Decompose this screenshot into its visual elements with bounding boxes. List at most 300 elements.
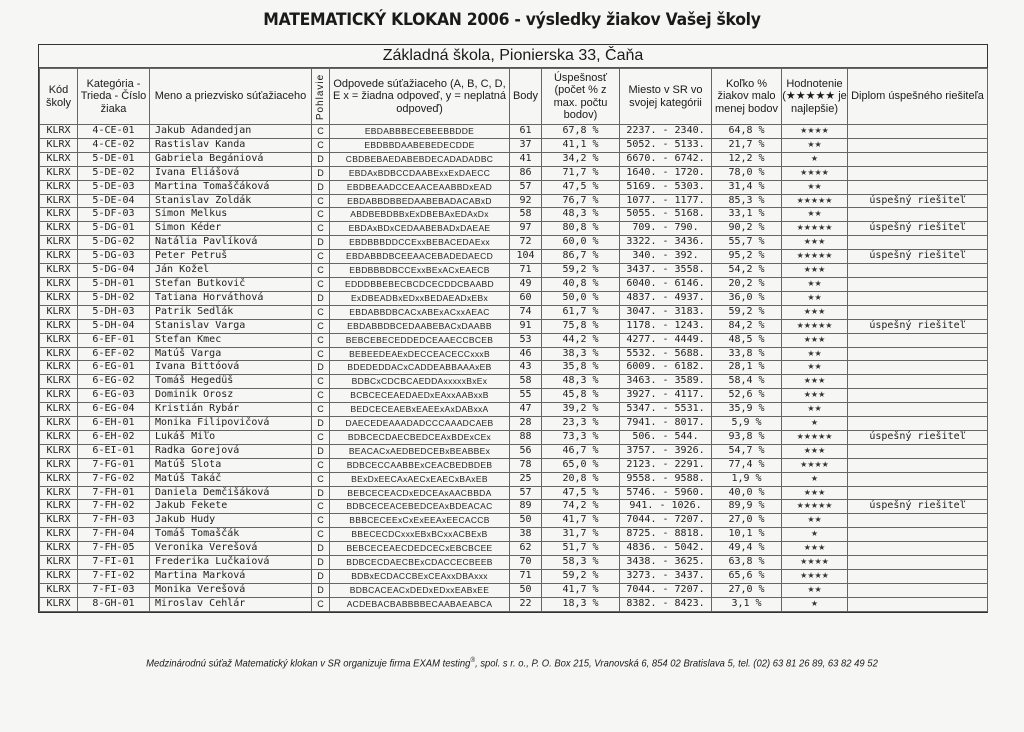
diploma-cell: úspešný riešiteľ <box>848 222 988 236</box>
kangaroo-icon: ★★★★★ <box>796 501 833 511</box>
school-code-cell: KLRX <box>40 500 78 514</box>
answers-cell: BBBCECEExCxExEEAxEECACCB <box>330 514 510 528</box>
student-name-cell: Matúš Varga <box>150 347 312 361</box>
gender-cell: C <box>312 208 330 222</box>
rating-cell <box>782 347 848 361</box>
percentile-cell: 65,6 % <box>712 570 782 584</box>
table-row <box>40 389 988 403</box>
diploma-cell <box>848 375 988 389</box>
gender-cell: C <box>312 500 330 514</box>
kangaroo-icon: ★★★ <box>803 334 826 344</box>
category-code-cell: 6-EH-02 <box>78 430 150 444</box>
rating-cell <box>782 125 848 139</box>
success-rate-cell: 67,8 % <box>542 125 620 139</box>
table-row <box>40 277 988 291</box>
student-name-cell: Monika Filipovičová <box>150 417 312 431</box>
student-name-cell: Monika Verešová <box>150 583 312 597</box>
school-code-cell: KLRX <box>40 152 78 166</box>
school-code-cell: KLRX <box>40 347 78 361</box>
student-name-cell: Matúš Takáč <box>150 472 312 486</box>
gender-cell: C <box>312 194 330 208</box>
answers-cell: BBECECDCxxxEBxBCxxACBExB <box>330 528 510 542</box>
rank-range-cell: 2237. - 2340. <box>620 125 712 139</box>
category-code-cell: 6-EG-03 <box>78 389 150 403</box>
school-code-cell: KLRX <box>40 389 78 403</box>
rating-cell <box>782 138 848 152</box>
student-name-cell: Martina Tomaščáková <box>150 180 312 194</box>
gender-cell: C <box>312 430 330 444</box>
gender-cell: C <box>312 138 330 152</box>
col-header-meno: Meno a priezvisko súťažiaceho <box>150 69 312 125</box>
col-header-pohlavie <box>312 69 330 125</box>
success-rate-cell: 86,7 % <box>542 250 620 264</box>
answers-cell: EBDAxBDxCEDAABEBADxDAEAE <box>330 222 510 236</box>
diploma-cell <box>848 417 988 431</box>
percentile-cell: 59,2 % <box>712 305 782 319</box>
rank-range-cell: 7044. - 7207. <box>620 583 712 597</box>
table-row <box>40 375 988 389</box>
percentile-cell: 33,8 % <box>712 347 782 361</box>
category-code-cell: 7-FI-03 <box>78 583 150 597</box>
results-sheet <box>38 44 988 613</box>
rank-range-cell: 3273. - 3437. <box>620 570 712 584</box>
category-code-cell: 7-FG-02 <box>78 472 150 486</box>
rating-cell <box>782 277 848 291</box>
rating-cell <box>782 291 848 305</box>
points-cell: 74 <box>510 305 542 319</box>
school-code-cell: KLRX <box>40 542 78 556</box>
student-name-cell: Stanislav Žoldák <box>150 194 312 208</box>
success-rate-cell: 20,8 % <box>542 472 620 486</box>
diploma-cell <box>848 389 988 403</box>
rank-range-cell: 8382. - 8423. <box>620 597 712 611</box>
answers-cell: EBDABBDBBEDAABEBADACABxD <box>330 194 510 208</box>
school-code-cell: KLRX <box>40 166 78 180</box>
rating-cell <box>782 417 848 431</box>
diploma-cell <box>848 444 988 458</box>
diploma-cell <box>848 583 988 597</box>
answers-cell: EBDBEAADCCEAACEAABBDxEAD <box>330 180 510 194</box>
rank-range-cell: 5052. - 5133. <box>620 138 712 152</box>
table-row <box>40 458 988 472</box>
rank-range-cell: 3438. - 3625. <box>620 556 712 570</box>
answers-cell: BExDxEECAxAECxEAECxBAxEB <box>330 472 510 486</box>
rank-range-cell: 2123. - 2291. <box>620 458 712 472</box>
diploma-cell <box>848 236 988 250</box>
student-name-cell: Rastislav Kanda <box>150 138 312 152</box>
answers-cell: BEBCECEACDxEDCEAxAACBBDA <box>330 486 510 500</box>
rank-range-cell: 5055. - 5168. <box>620 208 712 222</box>
table-row <box>40 138 988 152</box>
kangaroo-icon: ★★★ <box>803 237 826 247</box>
table-row <box>40 152 988 166</box>
rating-cell <box>782 542 848 556</box>
rating-cell <box>782 222 848 236</box>
gender-cell: C <box>312 472 330 486</box>
footer-text-before: Medzinárodnú súťaž Matematický klokan v SR organizuje firma EXAM testing <box>146 657 471 670</box>
gender-cell: D <box>312 444 330 458</box>
success-rate-cell: 46,7 % <box>542 444 620 458</box>
kangaroo-icon: ★★ <box>807 209 822 219</box>
points-cell: 50 <box>510 583 542 597</box>
points-cell: 55 <box>510 389 542 403</box>
category-code-cell: 5-DG-02 <box>78 236 150 250</box>
rating-cell <box>782 458 848 472</box>
school-code-cell: KLRX <box>40 250 78 264</box>
rank-range-cell: 941. - 1026. <box>620 500 712 514</box>
table-row <box>40 430 988 444</box>
percentile-cell: 58,4 % <box>712 375 782 389</box>
percentile-cell: 48,5 % <box>712 333 782 347</box>
category-code-cell: 7-FH-02 <box>78 500 150 514</box>
student-name-cell: Ján Kožel <box>150 264 312 278</box>
gender-cell: D <box>312 556 330 570</box>
percentile-cell: 31,4 % <box>712 180 782 194</box>
rank-range-cell: 1640. - 1720. <box>620 166 712 180</box>
kangaroo-icon: ★★★★ <box>800 126 829 135</box>
school-code-cell: KLRX <box>40 458 78 472</box>
school-name: Základná škola, Pionierska 33, Čaňa <box>39 45 987 68</box>
kangaroo-icon: ★★★★ <box>800 167 829 177</box>
col-header-kod: Kód školy <box>40 69 78 125</box>
success-rate-cell: 75,8 % <box>542 319 620 333</box>
points-cell: 86 <box>510 166 542 180</box>
col-header-body: Body <box>510 69 542 125</box>
percentile-cell: 77,4 % <box>712 458 782 472</box>
kangaroo-icon: ★★★ <box>803 390 826 400</box>
gender-cell: C <box>312 458 330 472</box>
table-row <box>40 347 988 361</box>
success-rate-cell: 47,5 % <box>542 486 620 500</box>
student-name-cell: Kristián Rybár <box>150 403 312 417</box>
pohlavie-label: Pohlavie <box>314 73 326 120</box>
answers-cell: BDBxECDACCBExCEAxxDBAxxx <box>330 570 510 584</box>
category-code-cell: 7-FH-03 <box>78 514 150 528</box>
school-code-cell: KLRX <box>40 417 78 431</box>
success-rate-cell: 45,8 % <box>542 389 620 403</box>
answers-cell: BDBCECDAECBEDCEAxBDExCEx <box>330 430 510 444</box>
student-name-cell: Dominik Orosz <box>150 389 312 403</box>
success-rate-cell: 65,0 % <box>542 458 620 472</box>
success-rate-cell: 41,7 % <box>542 583 620 597</box>
gender-cell: C <box>312 347 330 361</box>
table-row <box>40 222 988 236</box>
category-code-cell: 4-CE-02 <box>78 138 150 152</box>
answers-cell: BEBEEDEAExDECCEACECCxxxB <box>330 347 510 361</box>
table-row <box>40 333 988 347</box>
rank-range-cell: 3322. - 3436. <box>620 236 712 250</box>
student-name-cell: Štefan Kmec <box>150 333 312 347</box>
points-cell: 53 <box>510 333 542 347</box>
percentile-cell: 55,7 % <box>712 236 782 250</box>
category-code-cell: 5-DE-01 <box>78 152 150 166</box>
diploma-cell <box>848 138 988 152</box>
percentile-cell: 10,1 % <box>712 528 782 542</box>
diploma-cell <box>848 528 988 542</box>
category-code-cell: 5-DH-03 <box>78 305 150 319</box>
rank-range-cell: 709. - 790. <box>620 222 712 236</box>
table-row <box>40 556 988 570</box>
school-code-cell: KLRX <box>40 208 78 222</box>
table-row <box>40 250 988 264</box>
percentile-cell: 93,8 % <box>712 430 782 444</box>
diploma-cell: úspešný riešiteľ <box>848 430 988 444</box>
kangaroo-icon: ★★★★★ <box>796 223 833 233</box>
results-table <box>39 68 988 612</box>
gender-cell: C <box>312 375 330 389</box>
kangaroo-icon: ★★★ <box>803 265 826 275</box>
gender-cell: C <box>312 403 330 417</box>
category-code-cell: 7-FI-02 <box>78 570 150 584</box>
category-code-cell: 5-DG-04 <box>78 264 150 278</box>
student-name-cell: Jakub Adandedjan <box>150 125 312 139</box>
percentile-cell: 54,7 % <box>712 444 782 458</box>
rating-cell <box>782 264 848 278</box>
school-code-cell: KLRX <box>40 430 78 444</box>
student-name-cell: Patrik Sedlák <box>150 305 312 319</box>
diploma-cell <box>848 305 988 319</box>
points-cell: 104 <box>510 250 542 264</box>
points-cell: 72 <box>510 236 542 250</box>
diploma-cell: úspešný riešiteľ <box>848 250 988 264</box>
diploma-cell <box>848 403 988 417</box>
rank-range-cell: 6040. - 6146. <box>620 277 712 291</box>
gender-cell: C <box>312 305 330 319</box>
answers-cell: BDEDEDDACxCADDEABBAAAxEB <box>330 361 510 375</box>
diploma-cell <box>848 152 988 166</box>
school-code-cell: KLRX <box>40 291 78 305</box>
diploma-cell <box>848 556 988 570</box>
diploma-cell <box>848 347 988 361</box>
answers-cell: EBDABBDBCEEAACEBADEDAECD <box>330 250 510 264</box>
gender-cell: C <box>312 222 330 236</box>
rating-cell <box>782 333 848 347</box>
rank-range-cell: 7941. - 8017. <box>620 417 712 431</box>
diploma-cell <box>848 166 988 180</box>
student-name-cell: Radka Gorejová <box>150 444 312 458</box>
table-row <box>40 291 988 305</box>
kangaroo-icon: ★ <box>810 473 819 483</box>
rating-cell <box>782 236 848 250</box>
points-cell: 57 <box>510 180 542 194</box>
percentile-cell: 3,1 % <box>712 597 782 611</box>
success-rate-cell: 35,8 % <box>542 361 620 375</box>
student-name-cell: Šimon Melkus <box>150 208 312 222</box>
results-body <box>40 125 988 612</box>
rating-cell <box>782 430 848 444</box>
diploma-cell <box>848 277 988 291</box>
category-code-cell: 7-FH-01 <box>78 486 150 500</box>
percentile-cell: 63,8 % <box>712 556 782 570</box>
answers-cell: BDBCACEACxDEDxEDxxEABxEE <box>330 583 510 597</box>
success-rate-cell: 47,5 % <box>542 180 620 194</box>
diploma-cell <box>848 514 988 528</box>
student-name-cell: Ivana Bittóová <box>150 361 312 375</box>
school-code-cell: KLRX <box>40 597 78 611</box>
school-code-cell: KLRX <box>40 556 78 570</box>
table-row <box>40 514 988 528</box>
points-cell: 60 <box>510 291 542 305</box>
answers-cell: ACDEBACBABBBBECAABAEABCA <box>330 597 510 611</box>
points-cell: 41 <box>510 152 542 166</box>
success-rate-cell: 60,0 % <box>542 236 620 250</box>
category-code-cell: 5-DH-01 <box>78 277 150 291</box>
answers-cell: EBDAxBDBCCDAABExxExDAECC <box>330 166 510 180</box>
percentile-cell: 21,7 % <box>712 138 782 152</box>
school-code-cell: KLRX <box>40 528 78 542</box>
kangaroo-icon: ★★★★ <box>800 459 829 469</box>
points-cell: 28 <box>510 417 542 431</box>
points-cell: 50 <box>510 514 542 528</box>
student-name-cell: Matúš Slota <box>150 458 312 472</box>
category-code-cell: 6-EG-01 <box>78 361 150 375</box>
student-name-cell: Natália Pavlíková <box>150 236 312 250</box>
answers-cell: EBDBBBDDCCExxBEBACEDAExx <box>330 236 510 250</box>
answers-cell: EBDABBBECEBEEBBDDE <box>330 125 510 139</box>
kangaroo-icon: ★★★★★ <box>796 431 833 441</box>
diploma-cell <box>848 291 988 305</box>
student-name-cell: Stanislav Varga <box>150 319 312 333</box>
success-rate-cell: 48,3 % <box>542 375 620 389</box>
diploma-cell <box>848 486 988 500</box>
table-row <box>40 361 988 375</box>
success-rate-cell: 39,2 % <box>542 403 620 417</box>
percentile-cell: 12,2 % <box>712 152 782 166</box>
diploma-cell <box>848 125 988 139</box>
category-code-cell: 7-FH-04 <box>78 528 150 542</box>
student-name-cell: Lukáš Miľo <box>150 430 312 444</box>
rating-cell <box>782 389 848 403</box>
diploma-cell <box>848 264 988 278</box>
kangaroo-icon: ★★ <box>807 181 822 191</box>
student-name-cell: Štefan Butkovič <box>150 277 312 291</box>
success-rate-cell: 34,2 % <box>542 152 620 166</box>
student-name-cell: Tatiana Horváthová <box>150 291 312 305</box>
success-rate-cell: 41,7 % <box>542 514 620 528</box>
student-name-cell: Frederika Lučkaiová <box>150 556 312 570</box>
school-code-cell: KLRX <box>40 138 78 152</box>
col-header-odpovede: Odpovede súťažiaceho (A, B, C, D, E x = žiadna odpoveď, y = neplatná odpoveď) <box>330 69 510 125</box>
rating-cell <box>782 597 848 611</box>
gender-cell: D <box>312 291 330 305</box>
rank-range-cell: 4277. - 4449. <box>620 333 712 347</box>
percentile-cell: 35,9 % <box>712 403 782 417</box>
header-row <box>40 69 988 125</box>
points-cell: 37 <box>510 138 542 152</box>
points-cell: 91 <box>510 319 542 333</box>
percentile-cell: 27,0 % <box>712 514 782 528</box>
rating-cell <box>782 319 848 333</box>
student-name-cell: Tomáš Hegedüš <box>150 375 312 389</box>
col-header-miesto: Miesto v SR vo svojej kategórii <box>620 69 712 125</box>
percentile-cell: 78,0 % <box>712 166 782 180</box>
percentile-cell: 33,1 % <box>712 208 782 222</box>
success-rate-cell: 59,2 % <box>542 570 620 584</box>
table-row <box>40 166 988 180</box>
table-row <box>40 180 988 194</box>
points-cell: 89 <box>510 500 542 514</box>
answers-cell: BCBCECEAEDAEDxEAxxAABxxB <box>330 389 510 403</box>
points-cell: 25 <box>510 472 542 486</box>
rank-range-cell: 1178. - 1243. <box>620 319 712 333</box>
table-row <box>40 417 988 431</box>
success-rate-cell: 59,2 % <box>542 264 620 278</box>
gender-cell: C <box>312 333 330 347</box>
kangaroo-icon: ★ <box>810 529 819 539</box>
rank-range-cell: 8725. - 8818. <box>620 528 712 542</box>
kangaroo-icon: ★★ <box>807 139 822 149</box>
category-code-cell: 5-DE-04 <box>78 194 150 208</box>
answers-cell: BDBCECDAECBExCDACCECBEEB <box>330 556 510 570</box>
school-code-cell: KLRX <box>40 514 78 528</box>
col-header-uspesnost: Úspešnosť (počet % z max. počtu bodov) <box>542 69 620 125</box>
rating-cell <box>782 472 848 486</box>
rating-cell <box>782 180 848 194</box>
answers-cell: EBDABBDBCEDAABEBACxDAABB <box>330 319 510 333</box>
kangaroo-icon: ★★ <box>807 362 822 372</box>
success-rate-cell: 48,3 % <box>542 208 620 222</box>
table-row <box>40 444 988 458</box>
diploma-cell <box>848 542 988 556</box>
success-rate-cell: 50,0 % <box>542 291 620 305</box>
success-rate-cell: 76,7 % <box>542 194 620 208</box>
kangaroo-icon: ★★★ <box>803 487 826 497</box>
gender-cell: D <box>312 236 330 250</box>
gender-cell: C <box>312 389 330 403</box>
kangaroo-icon: ★★★ <box>803 376 826 386</box>
school-code-cell: KLRX <box>40 222 78 236</box>
gender-cell: D <box>312 180 330 194</box>
kangaroo-icon: ★ <box>810 418 819 428</box>
school-code-cell: KLRX <box>40 319 78 333</box>
col-header-kolko: Koľko % žiakov malo menej bodov <box>712 69 782 125</box>
rank-range-cell: 340. - 392. <box>620 250 712 264</box>
success-rate-cell: 58,3 % <box>542 556 620 570</box>
rating-cell <box>782 486 848 500</box>
rank-range-cell: 5532. - 5688. <box>620 347 712 361</box>
points-cell: 58 <box>510 375 542 389</box>
points-cell: 38 <box>510 528 542 542</box>
col-header-kategoria: Kategória - Trieda - Číslo žiaka <box>78 69 150 125</box>
percentile-cell: 28,1 % <box>712 361 782 375</box>
category-code-cell: 5-DG-03 <box>78 250 150 264</box>
document-title: MATEMATICKÝ KLOKAN 2006 - výsledky žiakov Vašej školy <box>263 10 761 30</box>
gender-cell: D <box>312 583 330 597</box>
rating-cell <box>782 166 848 180</box>
diploma-cell <box>848 597 988 611</box>
kangaroo-icon: ★★★★★ <box>796 320 833 330</box>
points-cell: 49 <box>510 277 542 291</box>
table-row <box>40 319 988 333</box>
points-cell: 56 <box>510 444 542 458</box>
table-row <box>40 528 988 542</box>
gender-cell: C <box>312 250 330 264</box>
answers-cell: CBDBEBAEDABEBDECADADADBC <box>330 152 510 166</box>
table-row <box>40 125 988 139</box>
percentile-cell: 85,3 % <box>712 194 782 208</box>
answers-cell: EBDABBDBCACxABExACxxAEAC <box>330 305 510 319</box>
rating-cell <box>782 194 848 208</box>
rating-cell <box>782 403 848 417</box>
kangaroo-icon: ★★ <box>807 278 822 288</box>
kangaroo-icon: ★ <box>810 153 819 163</box>
answers-cell: BDBCECEACEBEDCEAxBDEACAC <box>330 500 510 514</box>
gender-cell: C <box>312 514 330 528</box>
school-code-cell: KLRX <box>40 125 78 139</box>
percentile-cell: 52,6 % <box>712 389 782 403</box>
table-row <box>40 597 988 611</box>
answers-cell: BEBCEBECEDDEDCEAAECCBCEB <box>330 333 510 347</box>
